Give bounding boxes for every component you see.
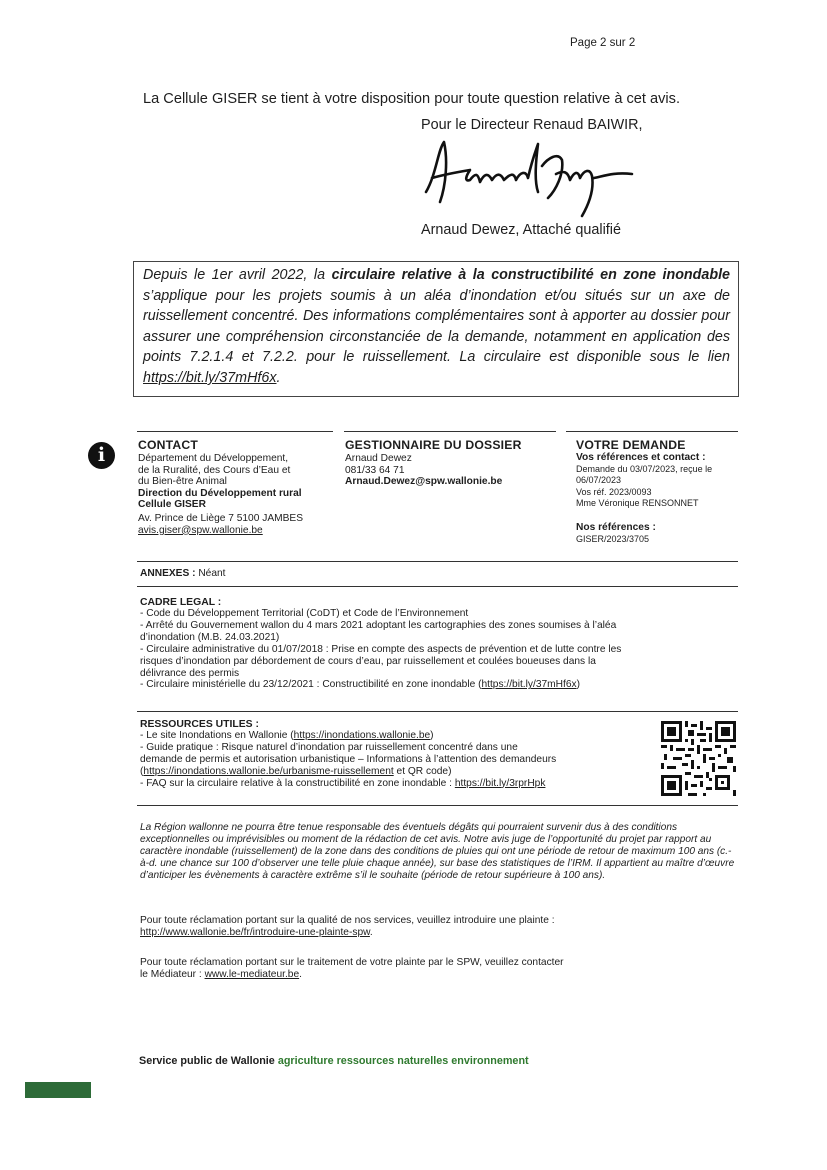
request-line4: Mme Véronique RENSONNET — [576, 498, 699, 509]
footer-service-name: Service public de Wallonie agriculture ressources naturelles environnement — [139, 1055, 529, 1067]
mediator-link[interactable]: www.le-mediateur.be — [204, 968, 300, 980]
manager-email[interactable]: Arnaud.Dewez@spw.wallonie.be — [345, 476, 503, 488]
manager-phone: 081/33 64 71 — [345, 464, 405, 476]
signature-for-line: Pour le Directeur Renaud BAIWIR, — [421, 117, 643, 133]
resource-link-1[interactable]: https://inondations.wallonie.be — [293, 730, 431, 741]
manager-title: GESTIONNAIRE DU DOSSIER — [345, 438, 522, 452]
resource-link-2[interactable]: https://inondations.wallonie.be/urbanisme-ruissellement — [143, 765, 394, 777]
our-refs-title: Nos références : — [576, 521, 656, 533]
annexes-top-rule — [137, 561, 738, 562]
resource-item-1: - Le site Inondations en Wallonie (https://inondations.wallonie.be) — [140, 730, 434, 741]
contact-line2: de la Ruralité, des Cours d’Eau et — [138, 464, 291, 476]
annexes-value: Néant — [195, 568, 226, 579]
complaint-link[interactable]: http://www.wallonie.be/fr/introduire-une-plainte-spw — [140, 926, 370, 938]
legal-item: - Circulaire administrative du 01/07/2018 : Prise en compte des aspects de prévention et de lutte contre les — [140, 643, 622, 655]
footer-green-bar — [25, 1082, 91, 1098]
notice-box — [133, 261, 739, 397]
request-line3: Vos réf. 2023/0093 — [576, 486, 652, 497]
legal-section — [140, 597, 740, 691]
request-line1: Demande du 03/07/2023, reçue le — [576, 463, 713, 474]
request-rule — [566, 431, 738, 432]
handwritten-signature — [418, 130, 648, 220]
annexes-line — [140, 568, 226, 580]
contact-cellule: Cellule GISER — [138, 499, 206, 511]
resources-bottom-rule — [137, 805, 738, 806]
resource-item-2-line3: (https://inondations.wallonie.be/urbanisme-ruissellement et QR code) — [140, 765, 452, 777]
request-line2: 06/07/2023 — [576, 475, 622, 486]
signer-name: Arnaud Dewez, Attaché qualifié — [421, 222, 621, 238]
manager-rule — [344, 431, 556, 432]
resource-item-2-line1: - Guide pratique : Risque naturel d’inondation par ruissellement concentré dans une — [140, 741, 518, 753]
legal-title: CADRE LEGAL : — [140, 597, 222, 608]
contact-direction: Direction du Développement rural — [138, 487, 302, 499]
manager-block — [345, 438, 560, 488]
notice-link[interactable]: https://bit.ly/37mHf6x — [143, 369, 277, 386]
legal-bottom-rule — [137, 711, 738, 712]
our-ref: GISER/2023/3705 — [576, 533, 650, 544]
legal-item: risques d’inondation par débordement de cours d’eau, par ruissellement et coulées boueuses dans la — [140, 655, 596, 667]
request-block — [576, 438, 738, 545]
legal-item: délivrance des permis — [140, 667, 240, 679]
request-refs-title: Vos références et contact : — [576, 452, 706, 463]
info-icon: i — [88, 442, 115, 469]
contact-title: CONTACT — [138, 438, 199, 452]
annexes-label: ANNEXES : — [140, 568, 196, 579]
annexes-bottom-rule — [137, 586, 738, 587]
notice-text: Depuis le 1er avril 2022, la circulaire relative à la constructibilité en zone inondable s’applique pour les projets soumis à un aléa d’inondation et/ou situés sur un axe de ruissellement concentré. Des informations complémentaires sont à apporter au dossier pour assurer une compréhension circonstanciée de la demande, notamment en application des points 7.2.1.4 et 7.2.2. pour le ruissellement. La circulaire est disponible sous le lien https://bit.ly/37mHf6x. — [143, 267, 730, 386]
resource-item-2-line2: demande de permis et autorisation urbanistique – Informations à l’attention des demandeurs — [140, 753, 557, 765]
manager-name: Arnaud Dewez — [345, 453, 412, 464]
resource-item-3: - FAQ sur la circulaire relative à la constructibilité en zone inondable : https://bit.ly/3rprHpk — [140, 777, 546, 789]
request-title: VOTRE DEMANDE — [576, 438, 686, 452]
availability-sentence: La Cellule GISER se tient à votre disposition pour toute question relative à cet avis. — [143, 91, 681, 107]
legal-item-last: - Circulaire ministérielle du 23/12/2021 : Constructibilité en zone inondable (https://bit.ly/37mHf6x) — [140, 679, 580, 691]
qr-code-icon[interactable] — [661, 721, 736, 796]
contact-address: Av. Prince de Liège 7 5100 JAMBES — [138, 512, 303, 524]
notice-bold: circulaire relative à la constructibilité en zone inondable — [331, 267, 730, 283]
contact-line3: du Bien-être Animal — [138, 476, 227, 488]
legal-item: d’inondation (M.B. 24.03.2021) — [140, 631, 280, 643]
contact-email-link[interactable]: avis.giser@spw.wallonie.be — [138, 524, 263, 536]
liability-disclaimer: La Région wallonne ne pourra être tenue responsable des éventuels dégâts qui pourraient survenir dus à des conditions exceptionnelles ou imprévisibles ou moment de la rédaction de cet avis. Notre avis juge de l’opportunité du projet par rapport au caractère inondable (ruissellement) de la zone dans des conditions de pluies qui ont une période de retour de maximum 100 ans (c.-à-d. une chance sur 100 d’observer une telle pluie chaque année), sur base des statistiques de l’IRM. Il appartient au maître d’œuvre d’anticiper les évènements à caractère extrême s’il le souhaite (période de retour supérieure à 100 ans). — [140, 822, 735, 881]
contact-line1: Département du Développement, — [138, 453, 289, 464]
resources-title: RESSOURCES UTILES : — [140, 719, 259, 730]
resources-section — [140, 719, 660, 790]
complaint-mediator-text: Pour toute réclamation portant sur le traitement de votre plainte par le SPW, veuillez contacter le Médiateur : www.le-mediateur.be. — [140, 957, 564, 980]
footer-green-text: agriculture ressources naturelles environnement — [277, 1055, 529, 1067]
legal-item: - Code du Développement Territorial (CoDT) et Code de l’Environnement — [140, 608, 469, 619]
contact-block — [138, 438, 338, 536]
contact-rule — [137, 431, 333, 432]
page-number: Page 2 sur 2 — [570, 37, 636, 49]
legal-link[interactable]: https://bit.ly/37mHf6x — [481, 679, 577, 691]
legal-item: - Arrêté du Gouvernement wallon du 4 mars 2021 adoptant les cartographies des zones soumises à l’aléa — [140, 619, 617, 631]
complaint-service-text: Pour toute réclamation portant sur la qualité de nos services, veuillez introduire une plainte : http://www.wallonie.be/fr/introduire-une-plainte-spw. — [140, 915, 555, 938]
resource-link-3[interactable]: https://bit.ly/3rprHpk — [454, 777, 546, 789]
